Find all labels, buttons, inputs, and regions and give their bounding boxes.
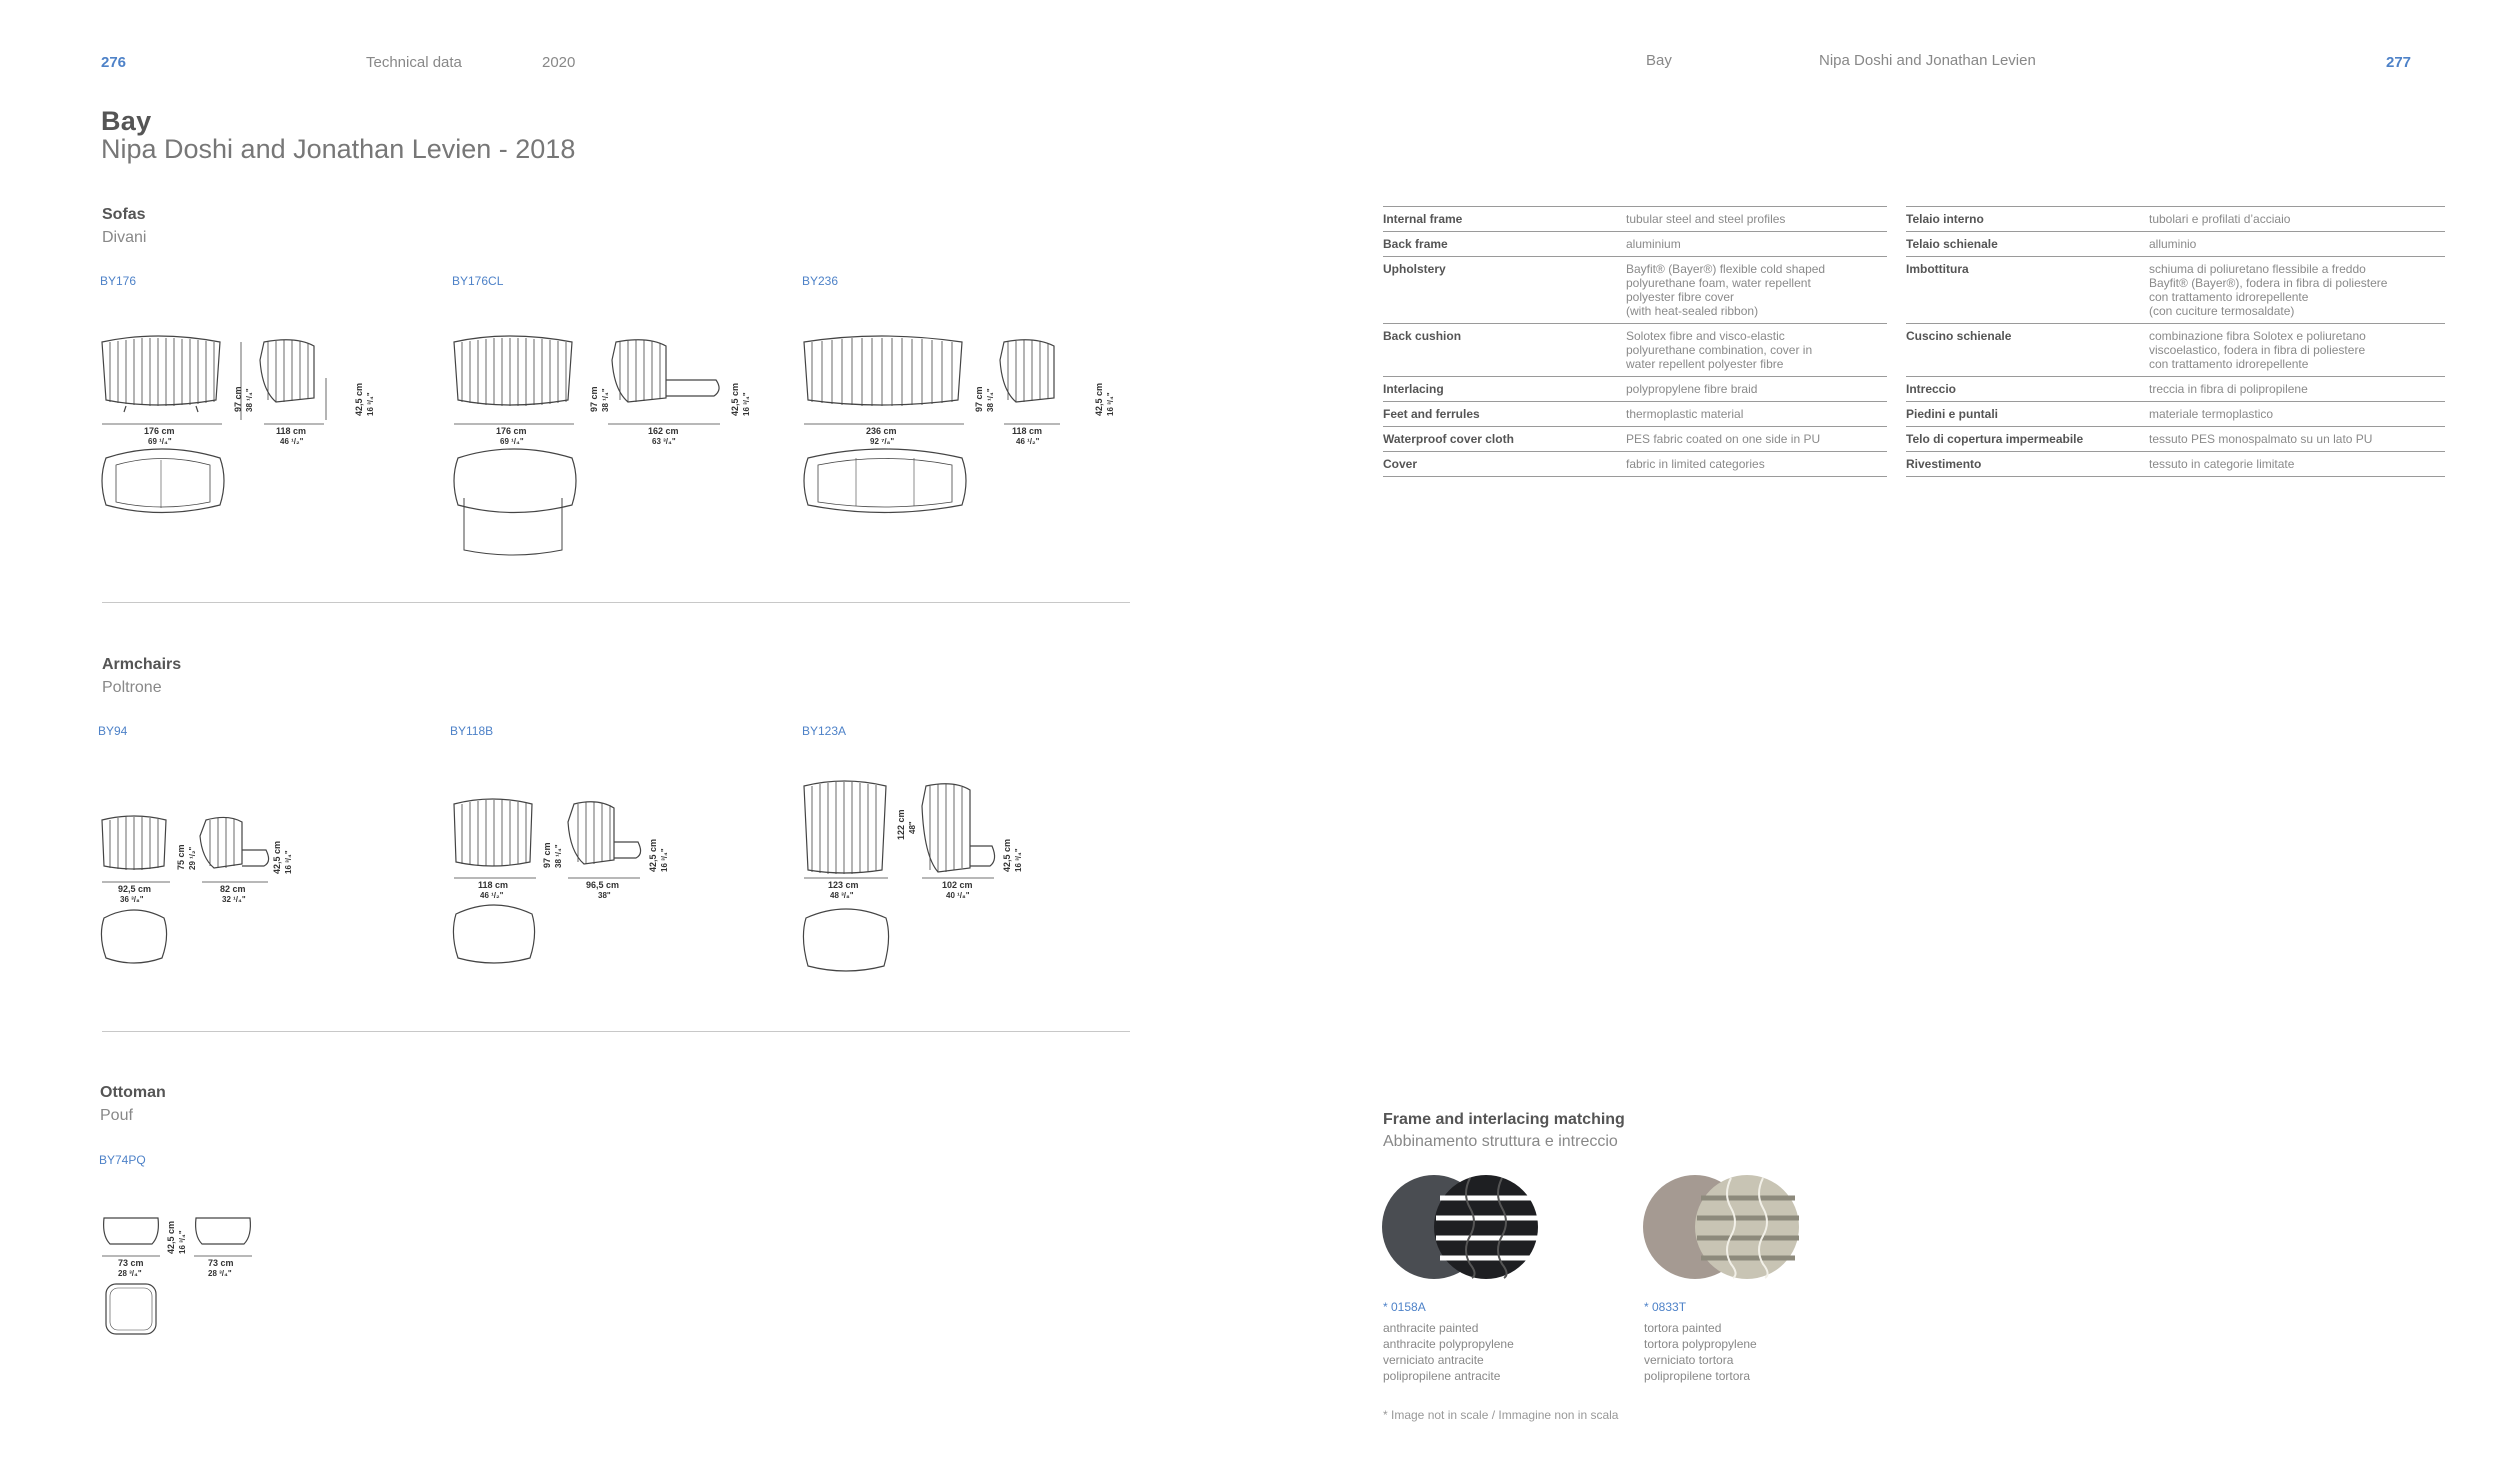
finishes-subtitle: Abbinamento struttura e intreccio — [1383, 1133, 1618, 1150]
dim-seat-in-by118b: 16 ³/₄" — [660, 848, 669, 872]
spec-value: Bayfit® (Bayer®) flexible cold shaped polyurethane foam, water repellent polyester fibre cover (with heat-sealed ribbon) — [1626, 257, 1887, 324]
spec-label: Back cushion — [1383, 324, 1626, 377]
spec-value: thermoplastic material — [1626, 402, 1887, 427]
spec-value: schiuma di poliuretano flessibile a freddo Bayfit® (Bayer®), fodera in fibra di poliestere con trattamento idrorepellente (con cuciture termosaldate) — [2149, 257, 2445, 324]
dim-width-in-by123a: 48 ³/₈" — [830, 891, 854, 900]
dim-height-in-by118b: 38 ¹/₄" — [554, 844, 563, 868]
section-title-armchairs: Armchairs — [102, 656, 182, 673]
swatch-braid-anthracite — [1434, 1175, 1538, 1279]
header-product: Bay — [1646, 52, 1672, 69]
dim-depth-by74pq: 73 cm — [208, 1258, 234, 1268]
spec-label: Piedini e puntali — [1906, 402, 2149, 427]
dim-width-by118b: 118 cm — [478, 880, 509, 890]
section-subtitle-sofas: Divani — [102, 229, 147, 246]
spec-value: treccia in fibra di polipropilene — [2149, 377, 2445, 402]
swatch-code-anthracite: * 0158A — [1383, 1300, 1426, 1314]
drawing-by236 — [798, 330, 1128, 570]
header-designers: Nipa Doshi and Jonathan Levien — [1819, 52, 2036, 69]
dim-seat-in-by236: 16 ³/₄" — [1106, 392, 1115, 416]
dim-height-by74pq: 42,5 cm — [166, 1220, 176, 1254]
spec-row — [1383, 452, 1887, 477]
dim-depth-in-by74pq: 28 ³/₄" — [208, 1269, 232, 1278]
dim-depth-in-by118b: 38" — [598, 891, 611, 900]
dim-height-by176: 97 cm — [233, 386, 243, 412]
dim-width-by94: 92,5 cm — [118, 884, 152, 894]
spec-label: Cuscino schienale — [1906, 324, 2149, 377]
designer-subtitle: Nipa Doshi and Jonathan Levien - 2018 — [101, 134, 576, 164]
spec-label: Intreccio — [1906, 377, 2149, 402]
section-subtitle-armchairs: Poltrone — [102, 679, 162, 696]
spec-table-en — [1383, 206, 1887, 477]
spec-row — [1906, 232, 2445, 257]
swatch-line4-tortora: polipropilene tortora — [1644, 1369, 1751, 1383]
swatch-line2-tortora: tortora polypropylene — [1644, 1337, 1757, 1351]
spec-label: Internal frame — [1383, 207, 1626, 232]
dim-seat-in-by176cl: 16 ³/₄" — [742, 392, 751, 416]
spec-row — [1906, 402, 2445, 427]
dim-height-by94: 75 cm — [176, 844, 186, 870]
dim-depth-by236: 118 cm — [1012, 426, 1043, 436]
spec-row — [1383, 324, 1887, 377]
swatch-desc-anthracite — [1383, 1320, 1514, 1384]
spec-row — [1383, 232, 1887, 257]
product-code-by94: BY94 — [98, 724, 128, 738]
spec-table-it — [1906, 206, 2445, 477]
dim-width-by123a: 123 cm — [828, 880, 859, 890]
swatch-code-tortora: * 0833T — [1644, 1300, 1687, 1314]
dim-width-in-by74pq: 28 ³/₄" — [118, 1269, 142, 1278]
spec-value: aluminium — [1626, 232, 1887, 257]
section-subtitle-ottoman: Pouf — [100, 1107, 133, 1124]
dim-height-in-by74pq: 16 ³/₄" — [178, 1230, 187, 1254]
dim-width-in-by176cl: 69 ¹/₄" — [500, 437, 524, 446]
spec-row — [1906, 427, 2445, 452]
product-code-by118b: BY118B — [450, 724, 494, 738]
spec-label: Back frame — [1383, 232, 1626, 257]
dim-depth-by176: 118 cm — [276, 426, 307, 436]
dim-width-in-by118b: 46 ¹/₂" — [480, 891, 504, 900]
spec-label: Upholstery — [1383, 257, 1626, 324]
dim-width-by176: 176 cm — [144, 426, 175, 436]
dim-depth-by94: 82 cm — [220, 884, 246, 894]
product-code-by176cl: BY176CL — [452, 274, 504, 288]
swatch-line1-anthracite: anthracite painted — [1383, 1321, 1479, 1335]
dim-depth-in-by236: 46 ¹/₂" — [1016, 437, 1040, 446]
swatch-braid-tortora — [1695, 1175, 1799, 1279]
right-page-number: 277 — [2386, 54, 2412, 71]
spec-label: Telaio schienale — [1906, 232, 2149, 257]
dim-seat-by176: 42,5 cm — [354, 382, 364, 416]
header-year: 2020 — [542, 54, 576, 71]
dim-height-in-by123a: 48" — [908, 821, 917, 834]
product-code-by74pq: BY74PQ — [99, 1153, 146, 1167]
dim-seat-by176cl: 42,5 cm — [730, 382, 740, 416]
spec-label: Feet and ferrules — [1383, 402, 1626, 427]
dim-height-by236: 97 cm — [974, 386, 984, 412]
dim-width-by236: 236 cm — [866, 426, 897, 436]
dim-seat-in-by94: 16 ³/₄" — [284, 850, 293, 874]
spec-row — [1906, 257, 2445, 324]
dim-seat-by94: 42,5 cm — [272, 840, 282, 874]
spec-label: Telo di copertura impermeabile — [1906, 427, 2149, 452]
product-code-by176: BY176 — [100, 274, 137, 288]
spec-label: Cover — [1383, 452, 1626, 477]
spec-label: Interlacing — [1383, 377, 1626, 402]
spec-value: tessuto in categorie limitate — [2149, 452, 2445, 477]
product-code-by236: BY236 — [802, 274, 839, 288]
dim-seat-by123a: 42,5 cm — [1002, 838, 1012, 872]
dim-width-in-by236: 92 ⁷/₈" — [870, 437, 895, 446]
swatch-line3-anthracite: verniciato antracite — [1383, 1353, 1484, 1367]
section-title-sofas: Sofas — [102, 206, 146, 223]
dim-seat-in-by176: 16 ³/₄" — [366, 392, 375, 416]
dim-height-by176cl: 97 cm — [589, 386, 599, 412]
product-code-by123a: BY123A — [802, 724, 847, 738]
dim-height-in-by236: 38 ¹/₄" — [986, 388, 995, 412]
drawing-by123a — [798, 776, 1048, 996]
dim-depth-in-by176: 46 ¹/₂" — [280, 437, 304, 446]
divider-sofas — [102, 602, 1130, 603]
swatch-line1-tortora: tortora painted — [1644, 1321, 1722, 1335]
spec-row — [1383, 377, 1887, 402]
drawing-by74pq — [96, 1206, 276, 1346]
left-page-number: 276 — [101, 54, 127, 71]
spec-value: fabric in limited categories — [1626, 452, 1887, 477]
swatch-line3-tortora: verniciato tortora — [1644, 1353, 1734, 1367]
product-title: Bay — [101, 106, 152, 136]
dim-width-in-by176: 69 ¹/₄" — [148, 437, 172, 446]
dim-height-in-by94: 29 ¹/₂" — [188, 846, 197, 870]
drawing-by118b — [448, 792, 688, 992]
swatch-desc-tortora — [1644, 1320, 1757, 1384]
spec-label: Rivestimento — [1906, 452, 2149, 477]
finishes-title: Frame and interlacing matching — [1383, 1111, 1625, 1128]
dim-width-by176cl: 176 cm — [496, 426, 527, 436]
spec-value: PES fabric coated on one side in PU — [1626, 427, 1887, 452]
drawing-by94 — [96, 808, 316, 998]
spec-label: Imbottitura — [1906, 257, 2149, 324]
spec-row — [1906, 207, 2445, 232]
drawing-by176 — [96, 330, 396, 570]
spec-value: materiale termoplastico — [2149, 402, 2445, 427]
footnote-scale: * Image not in scale / Immagine non in scala — [1383, 1408, 1619, 1422]
dim-depth-in-by94: 32 ¹/₄" — [222, 895, 246, 904]
spec-label: Telaio interno — [1906, 207, 2149, 232]
dim-depth-by118b: 96,5 cm — [586, 880, 620, 890]
dim-height-in-by176: 38 ¹/₄" — [245, 388, 254, 412]
spec-row — [1906, 377, 2445, 402]
spec-value: alluminio — [2149, 232, 2445, 257]
dim-height-by118b: 97 cm — [542, 842, 552, 868]
dim-width-in-by94: 36 ³/₈" — [120, 895, 144, 904]
dim-seat-by236: 42,5 cm — [1094, 382, 1104, 416]
spec-label: Waterproof cover cloth — [1383, 427, 1626, 452]
spec-row — [1383, 427, 1887, 452]
spec-value: tessuto PES monospalmato su un lato PU — [2149, 427, 2445, 452]
dim-seat-by118b: 42,5 cm — [648, 838, 658, 872]
spec-row — [1383, 257, 1887, 324]
swatch-line4-anthracite: polipropilene antracite — [1383, 1369, 1501, 1383]
spec-row — [1906, 452, 2445, 477]
header-section: Technical data — [366, 54, 462, 71]
spec-row — [1906, 324, 2445, 377]
spec-row — [1383, 207, 1887, 232]
section-title-ottoman: Ottoman — [100, 1084, 166, 1101]
dim-depth-in-by176cl: 63 ³/₄" — [652, 437, 676, 446]
swatch-anthracite — [1382, 1174, 1542, 1280]
divider-armchairs — [102, 1031, 1130, 1032]
dim-height-by123a: 122 cm — [896, 809, 906, 840]
dim-height-in-by176cl: 38 ¹/₄" — [601, 388, 610, 412]
spec-value: combinazione fibra Solotex e poliuretano viscoelastico, fodera in fibra di poliestere con trattamento idrorepellente — [2149, 324, 2445, 377]
dim-width-by74pq: 73 cm — [118, 1258, 144, 1268]
drawing-by176cl — [448, 330, 768, 570]
dim-depth-by123a: 102 cm — [942, 880, 973, 890]
dim-depth-in-by123a: 40 ¹/₈" — [946, 891, 970, 900]
spec-row — [1383, 402, 1887, 427]
dim-depth-by176cl: 162 cm — [648, 426, 679, 436]
spec-value: tubolari e profilati d’acciaio — [2149, 207, 2445, 232]
spec-value: Solotex fibre and visco-elastic polyurethane combination, cover in water repellent polyester fibre — [1626, 324, 1887, 377]
spec-value: polypropylene fibre braid — [1626, 377, 1887, 402]
dim-seat-in-by123a: 16 ³/₄" — [1014, 848, 1023, 872]
dims-by176 — [144, 383, 375, 446]
swatch-line2-anthracite: anthracite polypropylene — [1383, 1337, 1514, 1351]
spec-value: tubular steel and steel profiles — [1626, 207, 1887, 232]
swatch-tortora — [1643, 1174, 1803, 1280]
